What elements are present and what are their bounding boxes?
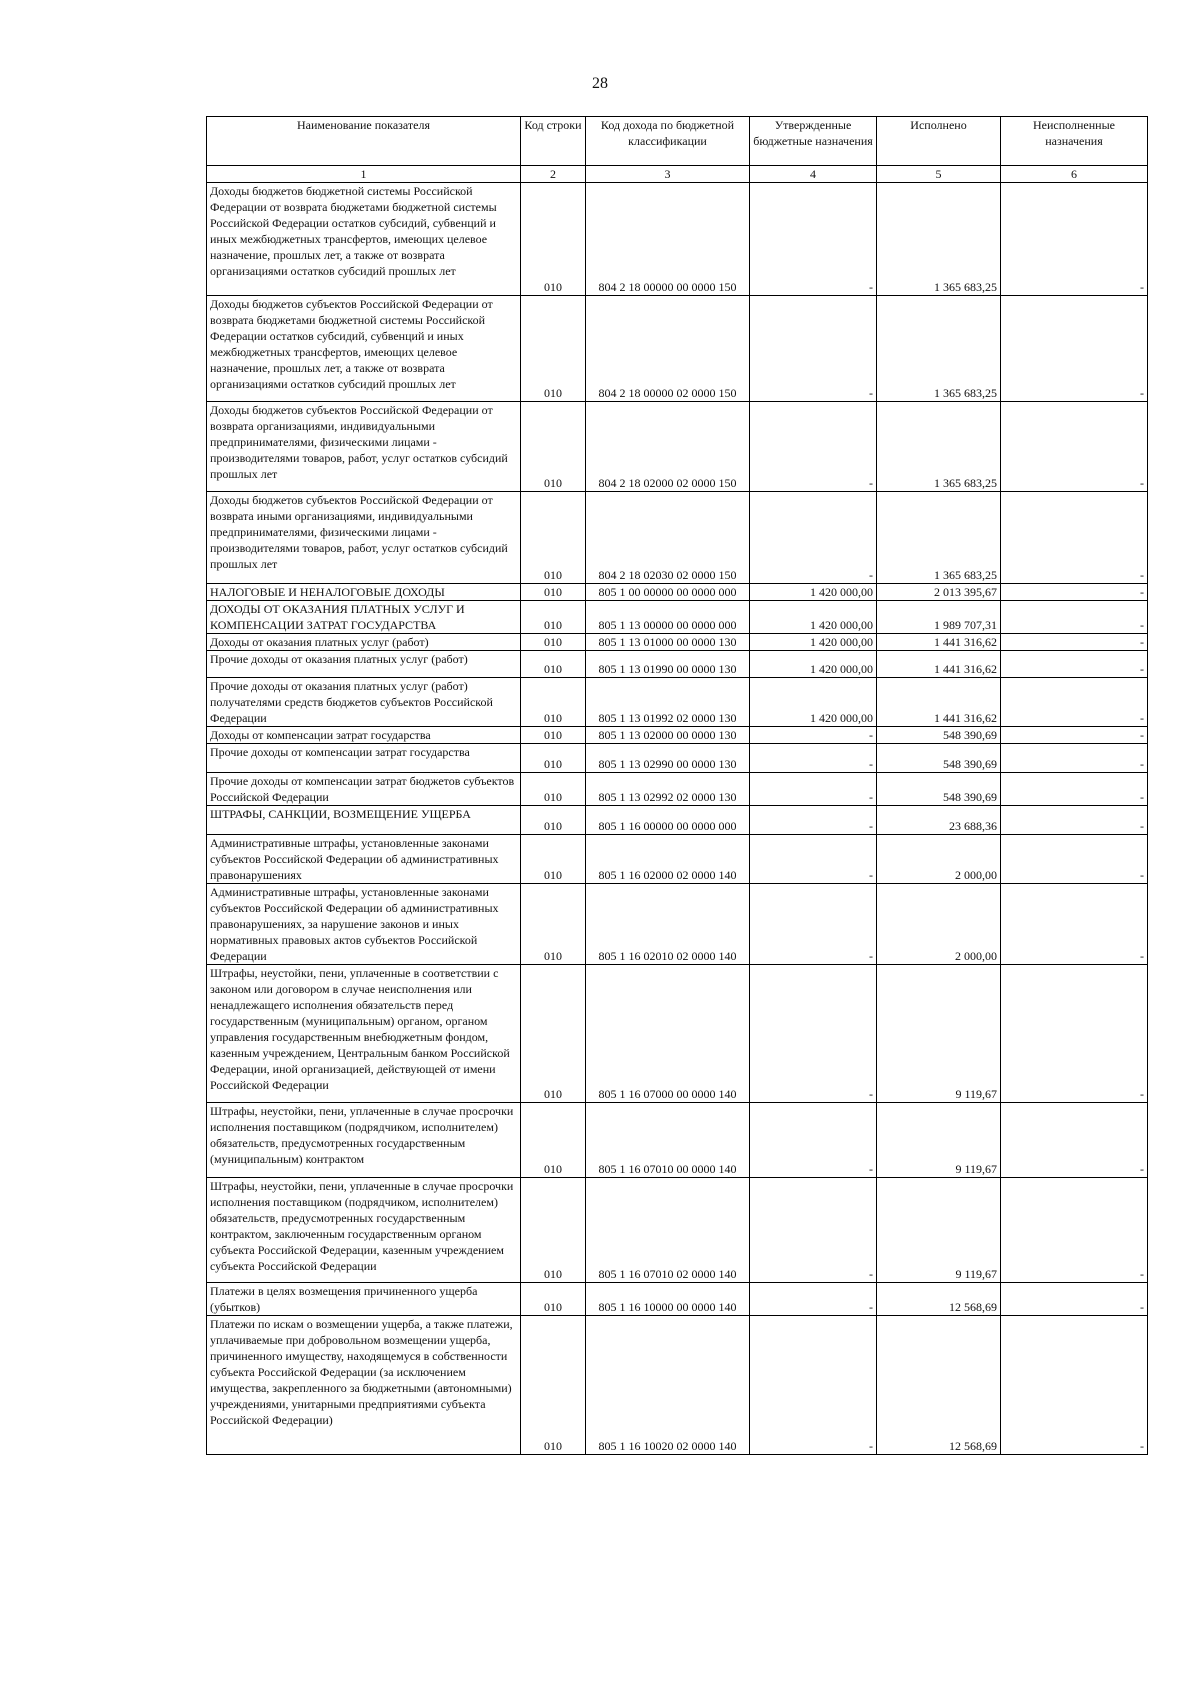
unexecuted-amount: - bbox=[1001, 1283, 1148, 1316]
line-code: 010 bbox=[521, 1316, 586, 1455]
table-row bbox=[207, 492, 1148, 584]
approved-amount: - bbox=[750, 402, 877, 492]
approved-amount: - bbox=[750, 1178, 877, 1283]
line-code: 010 bbox=[521, 1103, 586, 1178]
header-approved: Утвержденные бюджетные назначения bbox=[750, 117, 877, 166]
table-row bbox=[207, 727, 1148, 744]
income-code: 805 1 13 02990 00 0000 130 bbox=[586, 744, 750, 773]
table-row bbox=[207, 744, 1148, 773]
indicator-name: ДОХОДЫ ОТ ОКАЗАНИЯ ПЛАТНЫХ УСЛУГ И КОМПЕНСАЦИИ ЗАТРАТ ГОСУДАРСТВА bbox=[207, 601, 521, 634]
income-code: 805 1 16 02010 02 0000 140 bbox=[586, 884, 750, 965]
table-row bbox=[207, 806, 1148, 835]
table-row bbox=[207, 584, 1148, 601]
line-code: 010 bbox=[521, 773, 586, 806]
income-code: 804 2 18 02000 02 0000 150 bbox=[586, 402, 750, 492]
column-number-row bbox=[207, 166, 1148, 183]
line-code: 010 bbox=[521, 1178, 586, 1283]
column-number: 2 bbox=[521, 166, 586, 183]
approved-amount: - bbox=[750, 1283, 877, 1316]
income-code: 805 1 00 00000 00 0000 000 bbox=[586, 584, 750, 601]
approved-amount: 1 420 000,00 bbox=[750, 584, 877, 601]
indicator-name: Административные штрафы, установленные законами субъектов Российской Федерации об административных правонарушениях, за нарушение законов и иных нормативных правовых актов субъектов Российской Федерации bbox=[207, 884, 521, 965]
unexecuted-amount: - bbox=[1001, 678, 1148, 727]
unexecuted-amount: - bbox=[1001, 1316, 1148, 1455]
executed-amount: 1 365 683,25 bbox=[877, 492, 1001, 584]
approved-amount: - bbox=[750, 744, 877, 773]
table-row bbox=[207, 651, 1148, 678]
unexecuted-amount: - bbox=[1001, 1103, 1148, 1178]
indicator-name: Доходы бюджетов субъектов Российской Федерации от возврата иными организациями, индивидуальными предпринимателями, физическими лицами - производителями товаров, работ, услуг остатков субсидий прошлых лет bbox=[207, 492, 521, 584]
approved-amount: - bbox=[750, 965, 877, 1103]
column-number: 1 bbox=[207, 166, 521, 183]
line-code: 010 bbox=[521, 884, 586, 965]
income-code: 805 1 16 07010 00 0000 140 bbox=[586, 1103, 750, 1178]
executed-amount: 1 365 683,25 bbox=[877, 402, 1001, 492]
income-code: 805 1 16 10020 02 0000 140 bbox=[586, 1316, 750, 1455]
column-number: 6 bbox=[1001, 166, 1148, 183]
unexecuted-amount: - bbox=[1001, 1178, 1148, 1283]
income-code: 805 1 13 02000 00 0000 130 bbox=[586, 727, 750, 744]
unexecuted-amount: - bbox=[1001, 651, 1148, 678]
income-code: 804 2 18 00000 00 0000 150 bbox=[586, 183, 750, 296]
approved-amount: - bbox=[750, 806, 877, 835]
income-code: 804 2 18 00000 02 0000 150 bbox=[586, 296, 750, 402]
line-code: 010 bbox=[521, 965, 586, 1103]
indicator-name: Доходы бюджетов субъектов Российской Федерации от возврата бюджетами бюджетной системы Российской Федерации остатков субсидий, субвенций и иных межбюджетных трансфертов, имеющих целевое назначение, прошлых лет, а также от возврата организациями остатков субсидий прошлых лет bbox=[207, 296, 521, 402]
table-body bbox=[207, 183, 1148, 1455]
line-code: 010 bbox=[521, 835, 586, 884]
indicator-name: Прочие доходы от оказания платных услуг (работ) bbox=[207, 651, 521, 678]
line-code: 010 bbox=[521, 492, 586, 584]
header-row bbox=[207, 117, 1148, 166]
unexecuted-amount: - bbox=[1001, 296, 1148, 402]
table-row bbox=[207, 601, 1148, 634]
table-row bbox=[207, 884, 1148, 965]
approved-amount: 1 420 000,00 bbox=[750, 634, 877, 651]
unexecuted-amount: - bbox=[1001, 835, 1148, 884]
executed-amount: 9 119,67 bbox=[877, 965, 1001, 1103]
indicator-name: Штрафы, неустойки, пени, уплаченные в случае просрочки исполнения поставщиком (подрядчиком, исполнителем) обязательств, предусмотренных государственным (муниципальным) контрактом bbox=[207, 1103, 521, 1178]
column-number: 4 bbox=[750, 166, 877, 183]
income-code: 805 1 13 01990 00 0000 130 bbox=[586, 651, 750, 678]
table-row bbox=[207, 1283, 1148, 1316]
page-number: 28 bbox=[592, 75, 608, 92]
table-row bbox=[207, 634, 1148, 651]
indicator-name: Прочие доходы от компенсации затрат государства bbox=[207, 744, 521, 773]
line-code: 010 bbox=[521, 296, 586, 402]
unexecuted-amount: - bbox=[1001, 744, 1148, 773]
indicator-name: Административные штрафы, установленные законами субъектов Российской Федерации об административных правонарушениях bbox=[207, 835, 521, 884]
indicator-name: Платежи в целях возмещения причиненного ущерба (убытков) bbox=[207, 1283, 521, 1316]
line-code: 010 bbox=[521, 584, 586, 601]
approved-amount: - bbox=[750, 492, 877, 584]
table-row bbox=[207, 402, 1148, 492]
income-code: 805 1 16 10000 00 0000 140 bbox=[586, 1283, 750, 1316]
revenue-table bbox=[206, 116, 1148, 1455]
executed-amount: 2 013 395,67 bbox=[877, 584, 1001, 601]
approved-amount: 1 420 000,00 bbox=[750, 601, 877, 634]
approved-amount: - bbox=[750, 773, 877, 806]
line-code: 010 bbox=[521, 806, 586, 835]
approved-amount: - bbox=[750, 884, 877, 965]
unexecuted-amount: - bbox=[1001, 965, 1148, 1103]
header-income-code: Код дохода по бюджетной классификации bbox=[586, 117, 750, 166]
executed-amount: 548 390,69 bbox=[877, 773, 1001, 806]
approved-amount: - bbox=[750, 727, 877, 744]
line-code: 010 bbox=[521, 678, 586, 727]
income-code: 805 1 13 02992 02 0000 130 bbox=[586, 773, 750, 806]
income-code: 805 1 16 00000 00 0000 000 bbox=[586, 806, 750, 835]
approved-amount: - bbox=[750, 1316, 877, 1455]
table-row bbox=[207, 1316, 1148, 1455]
indicator-name: Доходы бюджетов субъектов Российской Федерации от возврата организациями, индивидуальными предпринимателями, физическими лицами - производителями товаров, работ, услуг остатков субсидий прошлых лет bbox=[207, 402, 521, 492]
unexecuted-amount: - bbox=[1001, 773, 1148, 806]
executed-amount: 9 119,67 bbox=[877, 1103, 1001, 1178]
income-code: 805 1 16 07000 00 0000 140 bbox=[586, 965, 750, 1103]
executed-amount: 2 000,00 bbox=[877, 835, 1001, 884]
executed-amount: 1 365 683,25 bbox=[877, 296, 1001, 402]
line-code: 010 bbox=[521, 744, 586, 773]
approved-amount: - bbox=[750, 835, 877, 884]
indicator-name: НАЛОГОВЫЕ И НЕНАЛОГОВЫЕ ДОХОДЫ bbox=[207, 584, 521, 601]
approved-amount: - bbox=[750, 183, 877, 296]
unexecuted-amount: - bbox=[1001, 584, 1148, 601]
income-code: 805 1 16 02000 02 0000 140 bbox=[586, 835, 750, 884]
header-unexecuted: Неисполненные назначения bbox=[1001, 117, 1148, 166]
table-row bbox=[207, 678, 1148, 727]
table-row bbox=[207, 183, 1148, 296]
table-row bbox=[207, 296, 1148, 402]
indicator-name: Штрафы, неустойки, пени, уплаченные в случае просрочки исполнения поставщиком (подрядчиком, исполнителем) обязательств, предусмотренных государственным контрактом, заключенным государственным органом субъекта Российской Федерации, казенным учреждением субъекта Российской Федерации bbox=[207, 1178, 521, 1283]
executed-amount: 23 688,36 bbox=[877, 806, 1001, 835]
executed-amount: 9 119,67 bbox=[877, 1178, 1001, 1283]
table-row bbox=[207, 835, 1148, 884]
header-line-code: Код строки bbox=[521, 117, 586, 166]
indicator-name: ШТРАФЫ, САНКЦИИ, ВОЗМЕЩЕНИЕ УЩЕРБА bbox=[207, 806, 521, 835]
approved-amount: 1 420 000,00 bbox=[750, 651, 877, 678]
table-row bbox=[207, 1178, 1148, 1283]
line-code: 010 bbox=[521, 634, 586, 651]
line-code: 010 bbox=[521, 651, 586, 678]
indicator-name: Платежи по искам о возмещении ущерба, а также платежи, уплачиваемые при добровольном возмещении ущерба, причиненного имуществу, находящемуся в собственности субъекта Российской Федерации (за исключением имущества, закрепленного за бюджетными (автономными) учреждениями, унитарными предприятиями субъекта Российской Федерации) bbox=[207, 1316, 521, 1455]
indicator-name: Прочие доходы от оказания платных услуг (работ) получателями средств бюджетов субъектов Российской Федерации bbox=[207, 678, 521, 727]
indicator-name: Прочие доходы от компенсации затрат бюджетов субъектов Российской Федерации bbox=[207, 773, 521, 806]
line-code: 010 bbox=[521, 1283, 586, 1316]
income-code: 805 1 13 00000 00 0000 000 bbox=[586, 601, 750, 634]
approved-amount: - bbox=[750, 1103, 877, 1178]
table-row bbox=[207, 1103, 1148, 1178]
indicator-name: Доходы бюджетов бюджетной системы Российской Федерации от возврата бюджетами бюджетной системы Российской Федерации остатков субсидий, субвенций и иных межбюджетных трансфертов, имеющих целевое назначение, прошлых лет, а также от возврата организациями остатков субсидий прошлых лет bbox=[207, 183, 521, 296]
line-code: 010 bbox=[521, 601, 586, 634]
executed-amount: 2 000,00 bbox=[877, 884, 1001, 965]
unexecuted-amount: - bbox=[1001, 402, 1148, 492]
executed-amount: 548 390,69 bbox=[877, 744, 1001, 773]
unexecuted-amount: - bbox=[1001, 727, 1148, 744]
unexecuted-amount: - bbox=[1001, 884, 1148, 965]
unexecuted-amount: - bbox=[1001, 601, 1148, 634]
header-name: Наименование показателя bbox=[207, 117, 521, 166]
unexecuted-amount: - bbox=[1001, 806, 1148, 835]
unexecuted-amount: - bbox=[1001, 183, 1148, 296]
indicator-name: Штрафы, неустойки, пени, уплаченные в соответствии с законом или договором в случае неисполнения или ненадлежащего исполнения обязательств перед государственным (муниципальным) органом, органом управления государственным внебюджетным фондом, казенным учреждением, Центральным банком Российской Федерации, иной организацией, действующей от имени Российской Федерации bbox=[207, 965, 521, 1103]
line-code: 010 bbox=[521, 183, 586, 296]
approved-amount: 1 420 000,00 bbox=[750, 678, 877, 727]
column-number: 5 bbox=[877, 166, 1001, 183]
executed-amount: 1 441 316,62 bbox=[877, 651, 1001, 678]
indicator-name: Доходы от компенсации затрат государства bbox=[207, 727, 521, 744]
executed-amount: 1 365 683,25 bbox=[877, 183, 1001, 296]
line-code: 010 bbox=[521, 402, 586, 492]
unexecuted-amount: - bbox=[1001, 492, 1148, 584]
executed-amount: 1 989 707,31 bbox=[877, 601, 1001, 634]
indicator-name: Доходы от оказания платных услуг (работ) bbox=[207, 634, 521, 651]
column-number: 3 bbox=[586, 166, 750, 183]
table-row bbox=[207, 773, 1148, 806]
line-code: 010 bbox=[521, 727, 586, 744]
income-code: 805 1 13 01000 00 0000 130 bbox=[586, 634, 750, 651]
unexecuted-amount: - bbox=[1001, 634, 1148, 651]
executed-amount: 548 390,69 bbox=[877, 727, 1001, 744]
executed-amount: 1 441 316,62 bbox=[877, 678, 1001, 727]
income-code: 805 1 13 01992 02 0000 130 bbox=[586, 678, 750, 727]
approved-amount: - bbox=[750, 296, 877, 402]
income-code: 805 1 16 07010 02 0000 140 bbox=[586, 1178, 750, 1283]
executed-amount: 12 568,69 bbox=[877, 1316, 1001, 1455]
executed-amount: 1 441 316,62 bbox=[877, 634, 1001, 651]
table-row bbox=[207, 965, 1148, 1103]
header-executed: Исполнено bbox=[877, 117, 1001, 166]
income-code: 804 2 18 02030 02 0000 150 bbox=[586, 492, 750, 584]
executed-amount: 12 568,69 bbox=[877, 1283, 1001, 1316]
